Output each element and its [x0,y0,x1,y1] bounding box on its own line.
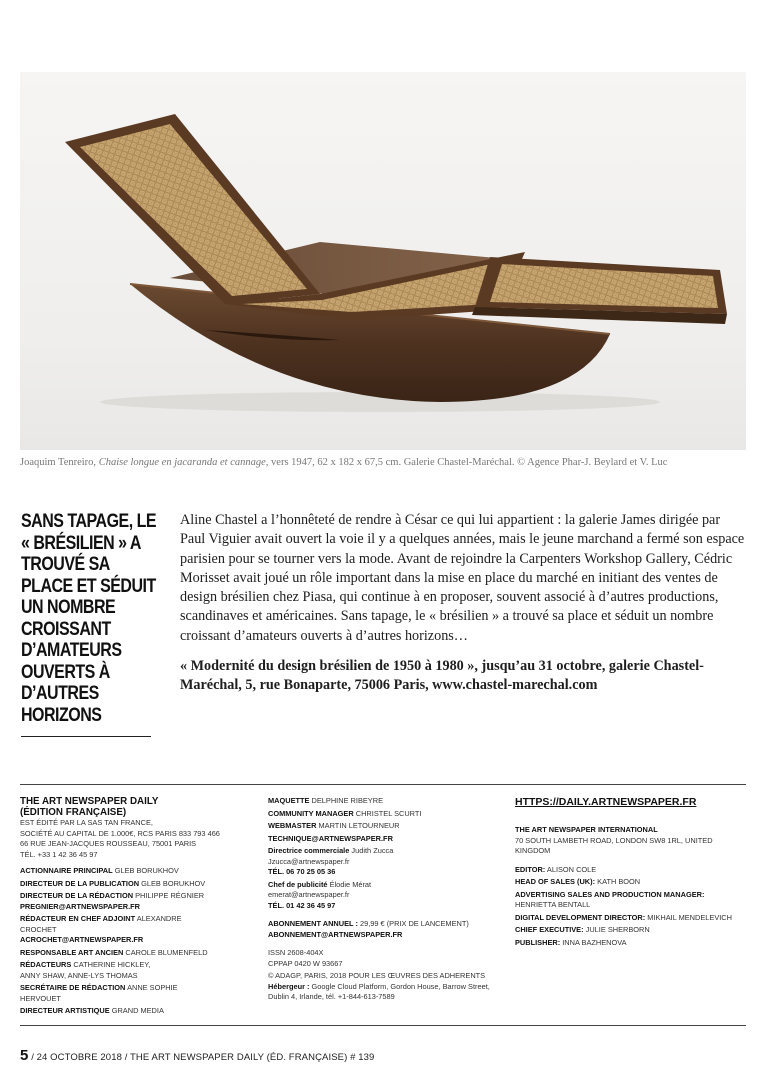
phone: TÉL. 01 42 36 45 97 [268,900,336,910]
masthead-column-2 [268,796,493,1003]
footer-divider [20,1025,746,1026]
masthead-entry: DIRECTEUR DE LA RÉDACTION PHILIPPE RÉGNIER PREGNIER@ARTNEWSPAPER.FR [20,891,205,911]
masthead-entry: RÉDACTEURS CATHERINE HICKLEY, ANNY SHAW, ANNE-LYS THOMAS [20,960,151,980]
host-info: Hébergeur : Google Cloud Platform, Gordon House, Barrow Street, Dublin 4, Irlande, tél. +1-844-613-7589 [268,981,490,1001]
masthead-subtitle: (ÉDITION FRANÇAISE) [20,807,127,818]
masthead-entry: SECRÉTAIRE DE RÉDACTION ANNE SOPHIE HERVOUET [20,983,178,1003]
masthead-entry: HEAD OF SALES (UK): KATH BOON [515,877,641,886]
international-office: THE ART NEWSPAPER INTERNATIONAL 70 SOUTH LAMBETH ROAD, LONDON SW8 1RL, UNITED KINGDOM [515,825,713,855]
commercial-director: Directrice commerciale Judith Zucca [268,846,394,855]
publisher-line: SOCIÉTÉ AU CAPITAL DE 1.000€, RCS PARIS 833 793 466 [20,828,220,838]
masthead-title: THE ART NEWSPAPER DAILY [20,796,159,807]
photo-caption [20,456,746,470]
masthead-entry: RESPONSABLE ART ANCIEN CAROLE BLUMENFELD [20,947,208,957]
masthead-column-1 [20,796,220,1019]
article-paragraph: Aline Chastel a l’honnêteté de rendre à César ce qui lui appartient : la galerie James dirigée par Paul Viguier avait ouvert la voie il y a quelques années, mais le jeune marchand a fermé son espace parisien pour se tourner vers la mode. Avant de rejoindre la Carpenters Workshop Gallery, Cédric Morisset avait joué un rôle important dans la mise en place du marché en initiant des ventes de design brésilien chez Piasa, qui continue à en proposer, souvent associé à d’autres productions, scandinaves et américaines. Sans tapage, le « brésilien » a trouvé sa place et séduit un nombre croissant d’amateurs ouverts à d’autres horizons… [180,512,745,644]
email-link[interactable]: PREGNIER@ARTNEWSPAPER.FR [20,901,140,911]
email-link[interactable]: ACROCHET@ARTNEWSPAPER.FR [20,935,144,944]
chaise-longue-photo [20,72,746,450]
masthead-entry: COMMUNITY MANAGER CHRISTEL SCURTI [268,808,422,818]
exhibition-info: « Modernité du design brésilien de 1950 à 1980 », jusqu’au 31 octobre, galerie Chastel-Maréchal, 5, rue Bonaparte, 75006 Paris, www.chastel-marechal.com [180,658,704,694]
publisher-line: EST ÉDITÉ PAR LA SAS TAN FRANCE, [20,818,153,827]
masthead-divider [20,784,746,785]
article-body [180,511,746,696]
publisher-line: 66 RUE JEAN-JACQUES ROUSSEAU, 75001 PARIS [20,839,197,848]
caption-title: Chaise longue en jacaranda et cannage [98,457,266,468]
masthead-entry: EDITOR: ALISON COLE [515,864,597,874]
publisher-line: TÉL. +33 1 42 36 45 97 [20,849,98,859]
email-link[interactable]: emerat@artnewspaper.fr [268,890,350,899]
masthead-entry: DIGITAL DEVELOPMENT DIRECTOR: MIKHAIL MENDELEVICH [515,912,732,922]
issn: ISSN 2608-404X [268,948,324,957]
pull-quote-rule [21,736,151,737]
masthead-entry: ACTIONNAIRE PRINCIPAL GLEB BORUKHOV [20,866,179,875]
copyright-notice: © ADAGP, PARIS, 2018 POUR LES ŒUVRES DES ADHERENTS [268,971,486,980]
masthead-entry: ADVERTISING SALES AND PRODUCTION MANAGER: HENRIETTA BENTALL [515,889,705,909]
page-number: 5 [20,1047,29,1064]
page-footer [20,1047,374,1064]
masthead-entry: CHIEF EXECUTIVE: JULIE SHERBORN [515,925,650,934]
masthead-entry: MAQUETTE DELPHINE RIBEYRE [268,796,383,805]
cppap: CPPAP 0420 W 93667 [268,958,343,968]
website-link[interactable]: HTTPS://DAILY.ARTNEWSPAPER.FR [515,796,697,808]
masthead-entry: WEBMASTER MARTIN LETOURNEUR [268,821,400,830]
masthead-column-3 [515,796,747,950]
caption-details: , vers 1947, 62 x 182 x 67,5 cm. Galerie Chastel-Maréchal. © Agence Phar-J. Beylard et V. Luc [265,457,668,468]
email-link[interactable]: TECHNIQUE@ARTNEWSPAPER.FR [268,833,393,843]
email-link[interactable]: Jzucca@artnewspaper.fr [268,856,350,866]
pull-quote: SANS TAPAGE, LE « BRÉSILIEN » A TROUVÉ SA PLACE ET SÉDUIT UN NOMBRE CROISSANT D’AMATEURS OUVERTS À D’AUTRES HORIZONS [21,510,157,726]
email-link[interactable]: ABONNEMENT@ARTNEWSPAPER.FR [268,929,403,939]
masthead-entry: RÉDACTEUR EN CHEF ADJOINT ALEXANDRE CROCHET ACROCHET@ARTNEWSPAPER.FR [20,914,182,944]
phone: TÉL. 06 70 25 05 36 [268,867,336,876]
subscription: ABONNEMENT ANNUEL : 29,99 € (PRIX DE LANCEMENT) [268,919,469,928]
masthead-entry: PUBLISHER: INNA BAZHENOVA [515,937,627,947]
footer-text: / 24 OCTOBRE 2018 / THE ART NEWSPAPER DAILY (ÉD. FRANÇAISE) # 139 [28,1052,375,1063]
caption-author: Joaquim Tenreiro, [20,457,99,468]
advertising-head: Chef de publicité Élodie Mérat [268,879,372,889]
masthead-entry: DIRECTEUR DE LA PUBLICATION GLEB BORUKHOV [20,878,206,888]
masthead-entry: DIRECTEUR ARTISTIQUE GRAND MEDIA [20,1006,164,1015]
